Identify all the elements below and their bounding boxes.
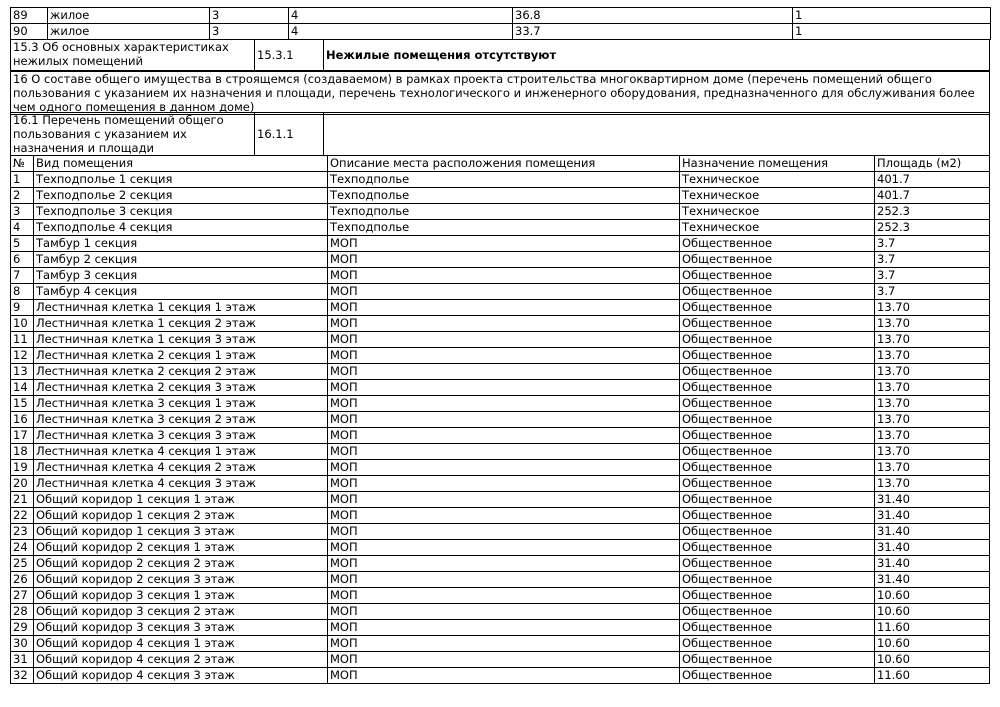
purpose: Общественное <box>680 300 875 316</box>
table-row <box>11 236 990 252</box>
area: 3.7 <box>875 268 990 284</box>
area: 10.60 <box>875 636 990 652</box>
premise-type: Лестничная клетка 1 секция 3 этаж <box>34 332 328 348</box>
premise-type: Техподполье 3 секция <box>34 204 328 220</box>
section-label: 16 О составе общего имущества в строящемся (создаваемом) в рамках проекта строительства многоквартирном доме (перечень помещений общего пользования с указанием их назначения и площади, перечень технологического и инженерного оборудования, предназначенного для обслуживания более чем одного помещения в данном доме) <box>11 72 990 115</box>
cell: жилое <box>48 24 210 40</box>
location: МОП <box>328 588 680 604</box>
table-row <box>11 316 990 332</box>
area: 13.70 <box>875 460 990 476</box>
purpose: Общественное <box>680 284 875 300</box>
location: МОП <box>328 396 680 412</box>
premise-type: Лестничная клетка 1 секция 2 этаж <box>34 316 328 332</box>
purpose: Общественное <box>680 636 875 652</box>
area: 10.60 <box>875 604 990 620</box>
premise-type: Тамбур 2 секция <box>34 252 328 268</box>
purpose: Общественное <box>680 396 875 412</box>
purpose: Общественное <box>680 540 875 556</box>
area: 13.70 <box>875 332 990 348</box>
table-row <box>11 252 990 268</box>
row-number: 19 <box>11 460 34 476</box>
location: МОП <box>328 284 680 300</box>
cell: 4 <box>289 24 513 40</box>
purpose: Общественное <box>680 588 875 604</box>
location: МОП <box>328 364 680 380</box>
purpose: Общественное <box>680 444 875 460</box>
table-row <box>11 572 990 588</box>
area: 31.40 <box>875 524 990 540</box>
row-number: 13 <box>11 364 34 380</box>
area: 401.7 <box>875 172 990 188</box>
table-row <box>11 204 990 220</box>
row-number: 30 <box>11 636 34 652</box>
row-number: 2 <box>11 188 34 204</box>
header-location: Описание места расположения помещения <box>328 156 680 172</box>
premise-type: Лестничная клетка 4 секция 2 этаж <box>34 460 328 476</box>
cell: 1 <box>793 8 991 24</box>
premise-type: Общий коридор 3 секция 1 этаж <box>34 588 328 604</box>
purpose: Общественное <box>680 668 875 684</box>
row-number: 29 <box>11 620 34 636</box>
premise-type: Общий коридор 3 секция 2 этаж <box>34 604 328 620</box>
location: МОП <box>328 300 680 316</box>
table-row <box>11 508 990 524</box>
section-15-3 <box>10 39 990 71</box>
section-value: Нежилые помещения отсутствуют <box>326 48 557 62</box>
area: 31.40 <box>875 540 990 556</box>
table-row <box>11 428 990 444</box>
purpose: Общественное <box>680 364 875 380</box>
area: 13.70 <box>875 396 990 412</box>
row-number: 5 <box>11 236 34 252</box>
row-number: 8 <box>11 284 34 300</box>
premise-type: Общий коридор 3 секция 3 этаж <box>34 620 328 636</box>
row-number: 17 <box>11 428 34 444</box>
premise-type: Общий коридор 1 секция 2 этаж <box>34 508 328 524</box>
table-row <box>11 396 990 412</box>
row-number: 32 <box>11 668 34 684</box>
location: МОП <box>328 652 680 668</box>
location: МОП <box>328 252 680 268</box>
location: МОП <box>328 444 680 460</box>
premise-type: Лестничная клетка 3 секция 1 этаж <box>34 396 328 412</box>
area: 13.70 <box>875 444 990 460</box>
table-row <box>11 380 990 396</box>
location: МОП <box>328 492 680 508</box>
row-number: 11 <box>11 332 34 348</box>
table-row <box>11 8 991 24</box>
header-type: Вид помещения <box>34 156 328 172</box>
cell: 36.8 <box>513 8 793 24</box>
location: МОП <box>328 332 680 348</box>
purpose: Общественное <box>680 620 875 636</box>
table-row <box>11 412 990 428</box>
area: 13.70 <box>875 476 990 492</box>
area: 3.7 <box>875 236 990 252</box>
row-number: 9 <box>11 300 34 316</box>
purpose: Общественное <box>680 348 875 364</box>
area: 13.70 <box>875 348 990 364</box>
row-number: 15 <box>11 396 34 412</box>
row-number: 7 <box>11 268 34 284</box>
premise-type: Общий коридор 4 секция 2 этаж <box>34 652 328 668</box>
table-row <box>11 556 990 572</box>
table-row <box>11 300 990 316</box>
location: МОП <box>328 636 680 652</box>
table-row <box>11 620 990 636</box>
table-row <box>11 524 990 540</box>
area: 13.70 <box>875 364 990 380</box>
purpose: Общественное <box>680 492 875 508</box>
row-number: 4 <box>11 220 34 236</box>
section-label: 15.3 Об основных характеристиках нежилых помещений <box>11 40 255 71</box>
premise-type: Техподполье 4 секция <box>34 220 328 236</box>
premise-type: Общий коридор 4 секция 1 этаж <box>34 636 328 652</box>
row-number: 27 <box>11 588 34 604</box>
premise-type: Общий коридор 2 секция 1 этаж <box>34 540 328 556</box>
row-number: 24 <box>11 540 34 556</box>
row-number: 20 <box>11 476 34 492</box>
location: МОП <box>328 316 680 332</box>
table-row <box>11 492 990 508</box>
purpose: Общественное <box>680 572 875 588</box>
section-value <box>324 113 990 156</box>
premise-type: Общий коридор 2 секция 3 этаж <box>34 572 328 588</box>
table-row <box>11 636 990 652</box>
premise-type: Лестничная клетка 4 секция 3 этаж <box>34 476 328 492</box>
purpose: Общественное <box>680 236 875 252</box>
purpose: Общественное <box>680 556 875 572</box>
premise-type: Тамбур 1 секция <box>34 236 328 252</box>
row-number: 23 <box>11 524 34 540</box>
location: МОП <box>328 540 680 556</box>
area: 10.60 <box>875 652 990 668</box>
cell: 90 <box>11 24 48 40</box>
area: 13.70 <box>875 380 990 396</box>
row-number: 31 <box>11 652 34 668</box>
premise-type: Лестничная клетка 2 секция 1 этаж <box>34 348 328 364</box>
section-16 <box>10 71 990 115</box>
location: МОП <box>328 476 680 492</box>
table-row <box>11 24 991 40</box>
cell: 4 <box>289 8 513 24</box>
cell: 33.7 <box>513 24 793 40</box>
premise-type: Техподполье 2 секция <box>34 188 328 204</box>
location: МОП <box>328 556 680 572</box>
location: МОП <box>328 236 680 252</box>
location: МОП <box>328 508 680 524</box>
location: МОП <box>328 348 680 364</box>
cell: 3 <box>210 8 289 24</box>
table-row <box>11 268 990 284</box>
section-code: 15.3.1 <box>255 40 324 71</box>
premise-type: Тамбур 4 секция <box>34 284 328 300</box>
area: 401.7 <box>875 188 990 204</box>
row-number: 6 <box>11 252 34 268</box>
header-area: Площадь (м2) <box>875 156 990 172</box>
premise-type: Общий коридор 4 секция 3 этаж <box>34 668 328 684</box>
header-purpose: Назначение помещения <box>680 156 875 172</box>
purpose: Общественное <box>680 316 875 332</box>
cell: 89 <box>11 8 48 24</box>
location: МОП <box>328 268 680 284</box>
premise-type: Техподполье 1 секция <box>34 172 328 188</box>
cell: 1 <box>793 24 991 40</box>
area: 13.70 <box>875 412 990 428</box>
premise-type: Лестничная клетка 4 секция 1 этаж <box>34 444 328 460</box>
location: МОП <box>328 460 680 476</box>
row-number: 21 <box>11 492 34 508</box>
area: 10.60 <box>875 588 990 604</box>
purpose: Общественное <box>680 460 875 476</box>
premise-type: Тамбур 3 секция <box>34 268 328 284</box>
area: 31.40 <box>875 556 990 572</box>
area: 252.3 <box>875 204 990 220</box>
location: МОП <box>328 524 680 540</box>
table-row <box>11 540 990 556</box>
location: МОП <box>328 428 680 444</box>
purpose: Техническое <box>680 204 875 220</box>
table-row <box>11 588 990 604</box>
location: МОП <box>328 572 680 588</box>
table-row <box>11 460 990 476</box>
purpose: Общественное <box>680 524 875 540</box>
location: Техподполье <box>328 172 680 188</box>
location: МОП <box>328 668 680 684</box>
row-number: 25 <box>11 556 34 572</box>
apartments-table-tail <box>10 7 991 40</box>
location: Техподполье <box>328 188 680 204</box>
row-number: 18 <box>11 444 34 460</box>
row-number: 10 <box>11 316 34 332</box>
row-number: 26 <box>11 572 34 588</box>
location: Техподполье <box>328 204 680 220</box>
premise-type: Лестничная клетка 2 секция 3 этаж <box>34 380 328 396</box>
area: 13.70 <box>875 316 990 332</box>
table-row <box>11 444 990 460</box>
purpose: Техническое <box>680 188 875 204</box>
purpose: Общественное <box>680 508 875 524</box>
table-header-row <box>11 156 990 172</box>
row-number: 28 <box>11 604 34 620</box>
row-number: 16 <box>11 412 34 428</box>
cell: 3 <box>210 24 289 40</box>
area: 3.7 <box>875 252 990 268</box>
premise-type: Общий коридор 1 секция 3 этаж <box>34 524 328 540</box>
purpose: Общественное <box>680 412 875 428</box>
table-row <box>11 348 990 364</box>
premise-type: Общий коридор 2 секция 2 этаж <box>34 556 328 572</box>
table-row <box>11 668 990 684</box>
location: МОП <box>328 604 680 620</box>
table-row <box>11 332 990 348</box>
purpose: Общественное <box>680 428 875 444</box>
common-premises-table <box>10 155 990 684</box>
row-number: 3 <box>11 204 34 220</box>
purpose: Общественное <box>680 604 875 620</box>
table-row <box>11 364 990 380</box>
purpose: Общественное <box>680 476 875 492</box>
purpose: Общественное <box>680 380 875 396</box>
location: МОП <box>328 620 680 636</box>
area: 13.70 <box>875 300 990 316</box>
table-row <box>11 476 990 492</box>
table-row <box>11 172 990 188</box>
purpose: Общественное <box>680 268 875 284</box>
section-code: 16.1.1 <box>255 113 324 156</box>
purpose: Общественное <box>680 332 875 348</box>
area: 13.70 <box>875 428 990 444</box>
area: 252.3 <box>875 220 990 236</box>
purpose: Общественное <box>680 652 875 668</box>
area: 11.60 <box>875 668 990 684</box>
cell: жилое <box>48 8 210 24</box>
purpose: Общественное <box>680 252 875 268</box>
table-row <box>11 652 990 668</box>
area: 3.7 <box>875 284 990 300</box>
premise-type: Общий коридор 1 секция 1 этаж <box>34 492 328 508</box>
area: 11.60 <box>875 620 990 636</box>
premise-type: Лестничная клетка 2 секция 2 этаж <box>34 364 328 380</box>
table-row <box>11 604 990 620</box>
section-16-1 <box>10 112 990 156</box>
row-number: 14 <box>11 380 34 396</box>
premise-type: Лестничная клетка 3 секция 3 этаж <box>34 428 328 444</box>
location: МОП <box>328 380 680 396</box>
premise-type: Лестничная клетка 3 секция 2 этаж <box>34 412 328 428</box>
table-row <box>11 188 990 204</box>
table-row <box>11 284 990 300</box>
premise-type: Лестничная клетка 1 секция 1 этаж <box>34 300 328 316</box>
area: 31.40 <box>875 492 990 508</box>
purpose: Техническое <box>680 172 875 188</box>
row-number: 1 <box>11 172 34 188</box>
section-label: 16.1 Перечень помещений общего пользования с указанием их назначения и площади <box>11 113 255 156</box>
area: 31.40 <box>875 572 990 588</box>
header-number: № <box>11 156 34 172</box>
purpose: Техническое <box>680 220 875 236</box>
area: 31.40 <box>875 508 990 524</box>
row-number: 22 <box>11 508 34 524</box>
location: МОП <box>328 412 680 428</box>
location: Техподполье <box>328 220 680 236</box>
row-number: 12 <box>11 348 34 364</box>
table-row <box>11 220 990 236</box>
